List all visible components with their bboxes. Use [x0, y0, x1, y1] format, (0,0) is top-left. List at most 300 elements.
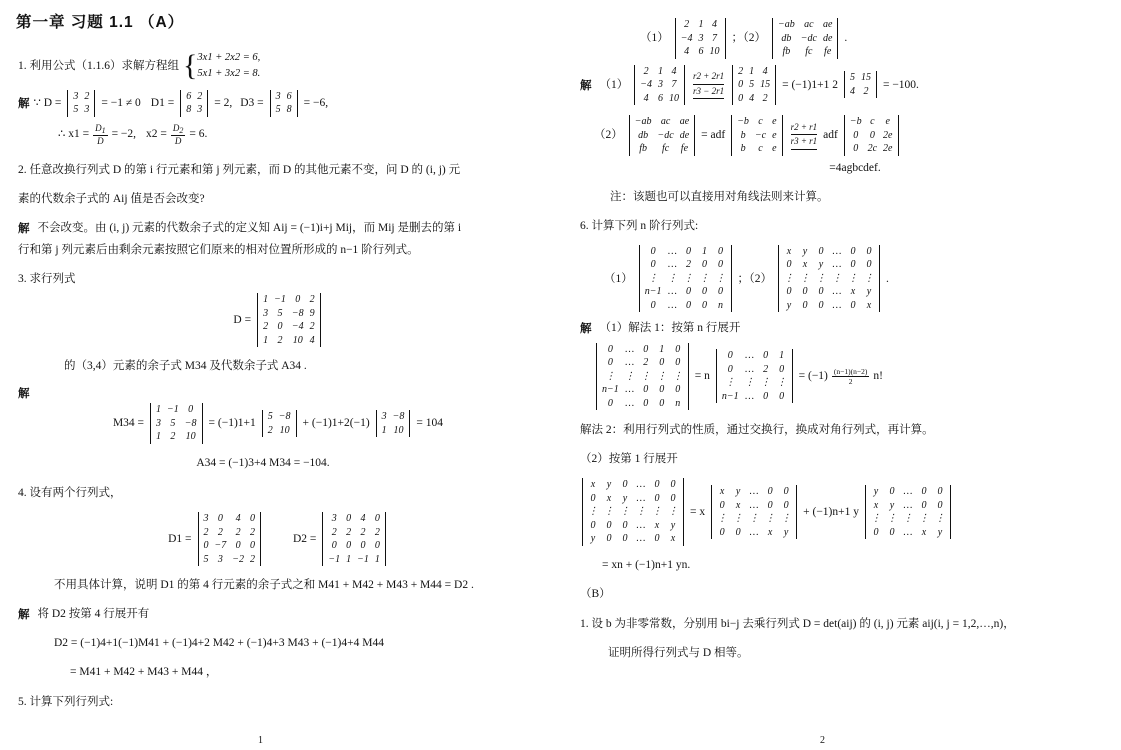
matrix-cell: 0: [622, 479, 628, 491]
sol1-d2: = −2,: [111, 127, 137, 140]
row-op-3: r2 + r1: [791, 121, 818, 136]
question-3-after: 的（3,4）元素的余子式 M34 及代数余子式 A34 .: [64, 360, 307, 373]
matrix-cell: −dc: [800, 32, 817, 44]
matrix-cell: −2: [232, 553, 244, 565]
matrix-cell: 0: [889, 486, 895, 497]
question-4-text: 4. 设有两个行列式，: [18, 486, 122, 499]
matrix-cell: n: [675, 397, 681, 409]
matrix-cell: fb: [782, 46, 791, 57]
matrix-cell: 4: [235, 513, 241, 524]
matrix-cell: …: [636, 519, 646, 531]
solution-2: [18, 218, 538, 238]
matrix-cell: 2: [277, 334, 283, 346]
matrix-cell: 4: [643, 92, 649, 104]
matrix-cell: −1: [274, 294, 286, 306]
eq-1: 3x1 + 2x2 = 6,: [197, 52, 261, 63]
matrix-cell: ⋮: [620, 506, 630, 518]
matrix-cell: 0: [818, 286, 824, 298]
matrix-cell: 3: [197, 104, 203, 115]
matrix-cell: 10: [292, 334, 303, 346]
q3-D-label: D =: [233, 314, 252, 327]
matrix-cell: 0: [718, 259, 723, 271]
matrix-cell: 3: [203, 513, 209, 524]
matrix-cell: 0: [767, 486, 773, 497]
matrix-cell: 8: [186, 104, 192, 115]
matrix-cell: ⋮: [781, 513, 792, 524]
m34-d: = 104: [416, 417, 444, 430]
matrix-cell: 1: [263, 294, 269, 306]
matrix-cell: n−1: [721, 390, 739, 402]
matrix-cell: 0: [675, 384, 681, 395]
matrix-cell: −1: [167, 404, 179, 416]
solution-3-eq: [18, 403, 538, 444]
matrix-cell: ⋮: [683, 272, 694, 284]
matrix-cell: n: [718, 299, 723, 311]
s2-result: =4agbcdef.: [829, 161, 881, 174]
matrix-cell: 0: [607, 397, 613, 409]
m34-c: + (−1)1+2(−1): [302, 417, 370, 430]
sol1-d4: = 6.: [189, 127, 208, 140]
det-s6-b: [714, 349, 795, 403]
row-op-4: r3 + r1: [791, 135, 818, 150]
det-s6-e: [863, 485, 953, 539]
det-s2-a: [627, 115, 697, 156]
question-3-det: [18, 293, 538, 347]
solution-6-1-head: [580, 318, 1100, 338]
matrix-cell: 0: [718, 286, 723, 298]
matrix-cell: −ab: [778, 19, 795, 30]
matrix-cell: 2: [250, 526, 255, 538]
matrix-cell: 2: [763, 363, 769, 375]
matrix-cell: db: [638, 129, 649, 141]
q6-sol2: 解法 2：利用行列式的性质，通过交换行，换成对角行列式，再计算。: [580, 424, 934, 436]
sol1-b2: = 2,: [214, 96, 233, 109]
section-b: （B）: [580, 587, 611, 600]
question-5-dets: [640, 18, 1100, 59]
q6-sol3: （2）按第 1 行展开: [580, 453, 678, 466]
matrix-cell: −4: [640, 79, 652, 90]
matrix-cell: 5: [277, 307, 283, 319]
matrix-cell: 3: [84, 104, 90, 115]
matrix-cell: 2: [360, 526, 366, 538]
matrix-cell: 0: [850, 299, 856, 311]
matrix-cell: ⋮: [733, 513, 744, 524]
matrix-cell: 0: [779, 390, 785, 402]
matrix-cell: 3: [331, 513, 337, 524]
equation-system-1: { 3x1 + 2x2 = 6, 5x1 + 3x2 = 8.: [183, 48, 261, 82]
matrix-cell: 5: [73, 104, 79, 115]
solution-3-a34: A34 = (−1)3+4 M34 = −104.: [196, 456, 330, 469]
matrix-cell: 6: [658, 92, 663, 104]
matrix-cell: 10: [279, 424, 290, 436]
matrix-cell: 1: [346, 553, 352, 565]
s6c-eq: = x: [690, 505, 706, 518]
solution-6-1-eq: [594, 343, 1100, 411]
page-number-left: 1: [258, 735, 263, 746]
matrix-cell: 2: [263, 321, 269, 333]
det-q6-2: [776, 245, 882, 313]
det-s1-b: [730, 65, 778, 106]
matrix-cell: …: [745, 390, 755, 402]
det-q6-1: [637, 245, 734, 313]
matrix-cell: ⋮: [800, 272, 810, 284]
matrix-cell: −8: [291, 307, 304, 319]
sol1-d1: ∴ x1 =: [58, 127, 90, 140]
matrix-cell: 2: [203, 526, 209, 538]
matrix-cell: 0: [622, 519, 628, 531]
matrix-cell: ⋮: [725, 377, 736, 389]
matrix-cell: …: [625, 397, 635, 409]
matrix-cell: 4: [684, 46, 690, 57]
matrix-cell: 4: [849, 85, 855, 97]
solution-5-2: [594, 115, 1100, 156]
matrix-cell: ⋮: [848, 272, 858, 284]
matrix-cell: …: [668, 286, 677, 298]
matrix-cell: ⋮: [864, 272, 874, 284]
matrix-cell: 2: [643, 65, 649, 77]
q5-note: 注：该题也可以直接用对角线法则来计算。: [610, 190, 829, 203]
det-s6-a: [594, 343, 691, 411]
right-column: [580, 18, 1100, 672]
matrix-cell: 2: [197, 90, 203, 102]
matrix-cell: 1: [658, 65, 663, 77]
matrix-cell: ⋮: [903, 513, 913, 524]
matrix-cell: y: [622, 492, 628, 504]
question-6-text: 6. 计算下列 n 阶行列式:: [580, 219, 699, 232]
matrix-cell: …: [625, 343, 635, 355]
matrix-cell: 5: [275, 104, 281, 115]
exp-num: (n−1)(n−2): [833, 366, 868, 376]
sol4-line2: = M41 + M42 + M43 + M44 ，: [70, 666, 218, 679]
det-q5-2: [770, 18, 840, 59]
s6-tail: n!: [873, 370, 883, 383]
eq-2: 5x1 + 3x2 = 8.: [197, 67, 261, 79]
left-column: [18, 46, 538, 721]
matrix-cell: −b: [849, 116, 862, 127]
matrix-cell: 2: [250, 553, 255, 565]
matrix-cell: 1: [156, 431, 162, 443]
sol4-head: 将 D2 按第 4 行展开有: [37, 608, 150, 621]
matrix-cell: x: [850, 286, 856, 298]
matrix-cell: 0: [719, 526, 725, 538]
matrix-cell: c: [758, 143, 763, 154]
matrix-cell: 0: [606, 519, 612, 531]
matrix-cell: 0: [659, 357, 665, 368]
matrix-cell: 0: [937, 499, 943, 511]
matrix-cell: 0: [767, 499, 773, 511]
solution-label-r2: 解: [580, 323, 592, 336]
matrix-cell: 3: [658, 79, 663, 90]
matrix-cell: de: [679, 129, 690, 141]
matrix-cell: 15: [860, 72, 871, 84]
matrix-cell: 6: [186, 90, 192, 102]
sol2-line1: 不会改变。由 (i, j) 元素的代数余子式的定义知 Aij = (−1)i+j Mij，而 Mij 是删去的第 i: [37, 221, 462, 234]
matrix-cell: ⋮: [919, 513, 929, 524]
page-number-right: 2: [820, 735, 825, 746]
matrix-cell: ⋮: [652, 506, 662, 518]
matrix-cell: n−1: [644, 286, 662, 298]
matrix-cell: 0: [818, 245, 824, 257]
matrix-cell: e: [885, 116, 890, 127]
matrix-cell: 0: [374, 540, 380, 551]
matrix-cell: −4: [291, 321, 304, 333]
matrix-cell: ⋮: [935, 513, 945, 524]
matrix-cell: 0: [763, 390, 769, 402]
matrix-cell: ae: [822, 19, 833, 30]
det-q1-D3: [268, 90, 300, 117]
matrix-cell: ⋮: [668, 506, 678, 518]
q6-end: .: [886, 272, 889, 285]
q4-D2-label: D2 =: [293, 532, 317, 545]
matrix-cell: 7: [671, 79, 677, 90]
det-q4-D1: [196, 512, 264, 566]
matrix-cell: 1: [779, 350, 785, 362]
matrix-cell: 8: [286, 104, 292, 115]
matrix-cell: 2: [217, 526, 223, 538]
matrix-cell: …: [625, 357, 635, 368]
matrix-cell: 7: [712, 32, 717, 44]
matrix-cell: 15: [760, 79, 771, 90]
matrix-cell: 2: [643, 357, 649, 368]
question-1: [18, 50, 538, 82]
matrix-cell: …: [745, 350, 755, 362]
question-5-text: 5. 计算下列行列式:: [18, 695, 114, 708]
matrix-cell: −8: [278, 411, 291, 422]
matrix-cell: 0: [659, 384, 665, 395]
matrix-cell: 0: [346, 513, 352, 524]
matrix-cell: 4: [309, 334, 315, 346]
matrix-cell: 2: [684, 19, 690, 30]
matrix-cell: x: [735, 499, 741, 511]
matrix-cell: y: [783, 526, 789, 538]
question-1-text: 1. 利用公式（1.1.6）求解方程组: [18, 59, 179, 72]
matrix-cell: 4: [360, 513, 366, 524]
matrix-cell: 2: [309, 294, 315, 306]
matrix-cell: 0: [686, 299, 691, 311]
q5-s1-label: （1）: [599, 78, 629, 91]
solution-label-2: 解: [18, 222, 30, 235]
matrix-cell: e: [772, 116, 777, 127]
matrix-cell: ⋮: [648, 272, 659, 284]
matrix-cell: ⋮: [605, 370, 616, 382]
matrix-cell: y: [590, 533, 596, 545]
matrix-cell: 0: [590, 492, 596, 504]
det-s2-b: [729, 115, 784, 156]
q6-sol1-head: （1）解法 1：按第 n 行展开: [599, 322, 741, 335]
matrix-cell: ⋮: [699, 272, 710, 284]
matrix-cell: 0: [735, 526, 741, 538]
matrix-cell: 4: [671, 65, 677, 77]
matrix-cell: ae: [679, 116, 690, 127]
question-2-text-b: 素的代数余子式的 Aij 值是否会改变?: [18, 192, 205, 205]
matrix-cell: 0: [802, 299, 808, 311]
matrix-cell: ⋮: [776, 377, 787, 389]
matrix-cell: 2: [170, 431, 176, 443]
matrix-cell: fe: [824, 46, 832, 57]
matrix-cell: 0: [786, 259, 792, 271]
matrix-cell: 4: [712, 19, 717, 30]
matrix-cell: fc: [661, 143, 670, 154]
frac-D2-D: $\frac{D2}{D}$: [172, 122, 184, 146]
matrix-cell: 0: [360, 540, 366, 551]
det-q3-M34: [148, 403, 205, 444]
question-4-dets: [18, 512, 538, 566]
matrix-cell: 5: [849, 72, 855, 84]
matrix-cell: 0: [921, 499, 927, 511]
matrix-cell: 10: [185, 431, 196, 443]
matrix-cell: ⋮: [717, 513, 728, 524]
row-op-1: r2 + 2r1: [693, 70, 724, 85]
matrix-cell: 0: [763, 350, 769, 362]
matrix-cell: …: [749, 486, 759, 497]
matrix-cell: e: [772, 129, 777, 141]
matrix-cell: 1: [659, 343, 665, 355]
matrix-cell: x: [606, 492, 612, 504]
matrix-cell: x: [921, 526, 927, 538]
matrix-cell: …: [832, 286, 842, 298]
sol1-a: ∵ D =: [33, 96, 62, 109]
matrix-cell: 0: [686, 245, 691, 257]
matrix-cell: 1: [374, 553, 380, 565]
matrix-cell: y: [670, 519, 676, 531]
matrix-cell: ⋮: [656, 370, 667, 382]
s1-eq: = (−1)1+1 2: [782, 78, 838, 91]
matrix-cell: x: [670, 533, 676, 545]
matrix-cell: 2: [331, 526, 337, 538]
matrix-cell: 0: [921, 486, 927, 497]
matrix-cell: 1: [698, 19, 704, 30]
matrix-cell: y: [735, 486, 741, 497]
s6c-plus: + (−1)n+1 y: [803, 505, 859, 518]
matrix-cell: 0: [783, 499, 789, 511]
matrix-cell: x: [719, 486, 725, 497]
matrix-cell: 5: [267, 411, 273, 422]
solution-6-2-eq: [580, 478, 1100, 546]
matrix-cell: 1: [156, 404, 162, 416]
matrix-cell: 3: [275, 90, 281, 102]
q4-D1-label: D1 =: [168, 532, 192, 545]
b1-line2: 证明所得行列式与 D 相等。: [608, 647, 749, 660]
matrix-cell: 0: [607, 343, 613, 355]
matrix-cell: 0: [235, 540, 241, 551]
q6-label-1: （1）: [604, 272, 633, 285]
matrix-cell: 0: [331, 540, 337, 551]
matrix-cell: 0: [650, 245, 656, 257]
matrix-cell: 0: [889, 526, 895, 538]
matrix-cell: ⋮: [588, 506, 598, 518]
matrix-cell: 0: [590, 519, 596, 531]
matrix-cell: −8: [184, 417, 197, 429]
row-ops-2: [789, 121, 820, 150]
matrix-cell: 5: [749, 79, 755, 90]
matrix-cell: 0: [853, 143, 859, 154]
matrix-cell: 0: [866, 259, 872, 271]
matrix-cell: …: [832, 299, 842, 311]
matrix-cell: b: [740, 129, 746, 141]
exp-den: 2: [848, 376, 853, 386]
matrix-cell: x: [866, 299, 872, 311]
solution-label-3: 解: [18, 388, 30, 401]
question-6-dets: [604, 245, 1100, 313]
matrix-cell: ⋮: [887, 513, 897, 524]
matrix-cell: 0: [675, 357, 681, 368]
matrix-cell: ⋮: [667, 272, 678, 284]
matrix-cell: 3: [263, 307, 269, 319]
matrix-cell: 2: [863, 85, 869, 97]
matrix-cell: 0: [643, 343, 649, 355]
matrix-cell: x: [767, 526, 773, 538]
det-s6-c: [580, 478, 686, 546]
matrix-cell: 0: [654, 533, 660, 545]
matrix-cell: 1: [381, 424, 387, 436]
solution-1-line-1: [18, 90, 538, 117]
matrix-cell: 0: [850, 259, 856, 271]
matrix-cell: 0: [866, 245, 872, 257]
matrix-cell: 0: [277, 321, 283, 333]
matrix-cell: 2: [762, 92, 768, 104]
matrix-cell: 0: [250, 540, 255, 551]
matrix-cell: y: [818, 259, 824, 271]
sol1-a2: = −1 ≠ 0: [101, 96, 141, 109]
row-op-2: r3 − 2r1: [693, 85, 724, 100]
matrix-cell: 6: [286, 90, 292, 102]
matrix-cell: x: [654, 519, 660, 531]
sol1-c2: = −6,: [303, 96, 329, 109]
sol1-b: D1 =: [150, 96, 175, 109]
matrix-cell: 2e: [883, 143, 893, 154]
matrix-cell: 4: [762, 65, 768, 77]
matrix-cell: 0: [873, 526, 879, 538]
frac-D1-D: $\frac{D1}{D}$: [95, 122, 106, 146]
matrix-cell: 3: [381, 411, 387, 422]
matrix-cell: …: [636, 492, 646, 504]
solution-3-label: [18, 385, 538, 401]
matrix-cell: 0: [718, 245, 723, 257]
matrix-cell: n−1: [602, 384, 619, 395]
matrix-cell: −4: [680, 32, 693, 44]
matrix-cell: 0: [727, 350, 733, 362]
matrix-cell: −b: [737, 116, 749, 127]
matrix-cell: 2: [235, 526, 241, 538]
matrix-cell: ac: [804, 19, 814, 30]
matrix-cell: 1: [263, 334, 269, 346]
matrix-cell: ⋮: [760, 377, 771, 389]
matrix-cell: 0: [607, 357, 613, 368]
matrix-cell: ⋮: [640, 370, 651, 382]
matrix-cell: …: [668, 299, 677, 311]
matrix-cell: 3: [217, 553, 223, 565]
matrix-cell: …: [745, 363, 755, 375]
matrix-cell: y: [889, 499, 895, 511]
matrix-cell: 2: [686, 259, 691, 271]
matrix-cell: 0: [853, 129, 859, 141]
matrix-cell: −1: [328, 553, 341, 565]
matrix-cell: 0: [650, 259, 656, 271]
matrix-cell: de: [822, 32, 833, 44]
matrix-cell: 0: [850, 245, 856, 257]
matrix-cell: −1: [357, 553, 369, 565]
matrix-cell: b: [740, 143, 746, 154]
matrix-cell: fe: [680, 143, 689, 154]
page-title: 第一章 习题 1.1 （A）: [16, 14, 185, 31]
det-s1-c: [842, 71, 879, 98]
matrix-cell: fc: [805, 46, 813, 57]
matrix-cell: 0: [779, 363, 785, 375]
solution-label-4: 解: [18, 609, 30, 622]
sol2-line2: 行和第 j 列元素后由剩余元素按照它们原来的相对位置所形成的 n−1 阶行列式。: [18, 243, 419, 256]
matrix-cell: …: [903, 486, 913, 497]
solution-1-line-2: [58, 123, 538, 146]
